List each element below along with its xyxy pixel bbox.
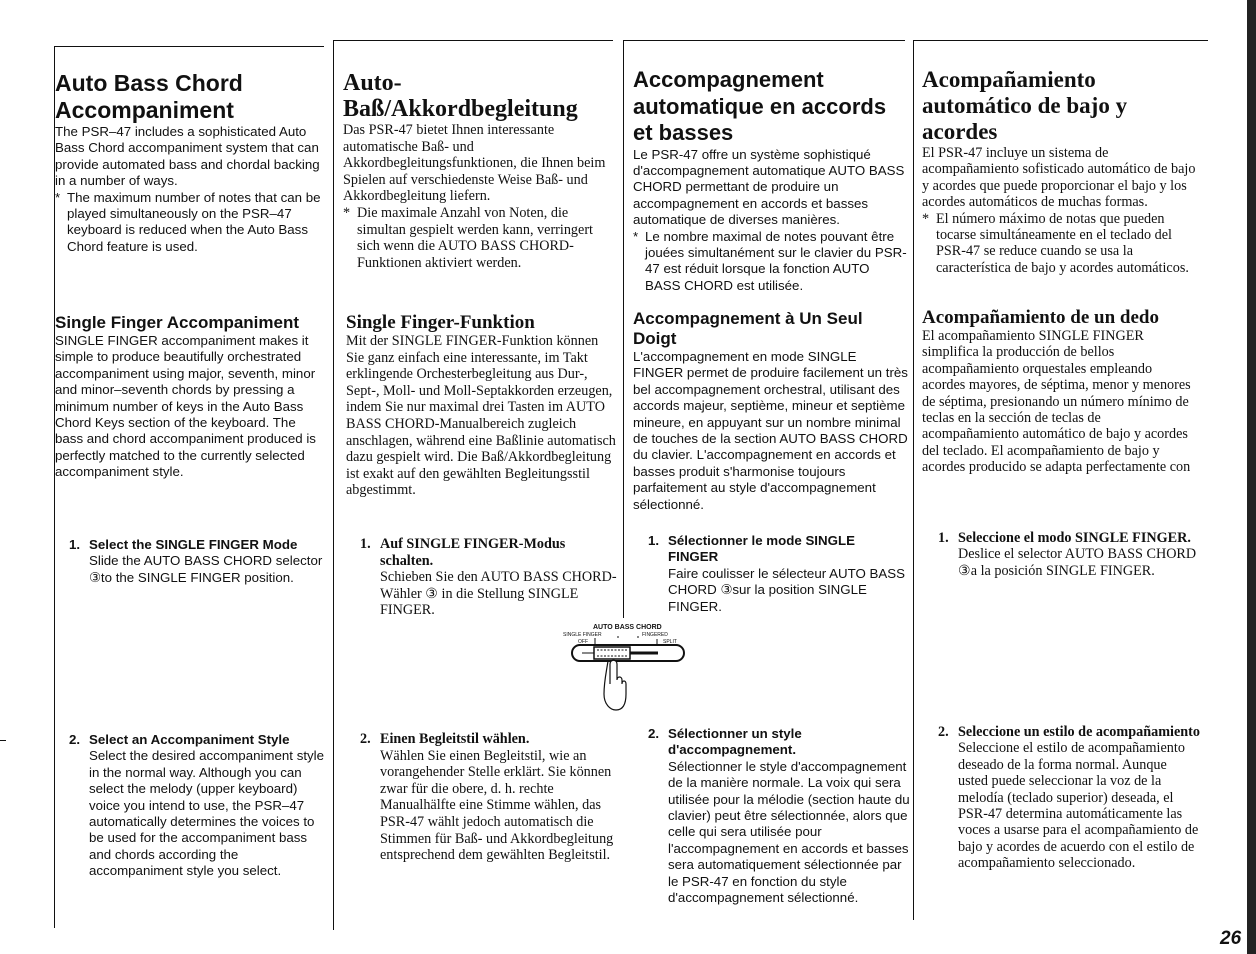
intro-text: The PSR–47 includes a sophisticated Auto Bass Chord accompaniment system that can provide automated bass and chordal backing in a number of ways. bbox=[55, 124, 320, 189]
section-body: L'accompagnement en mode SINGLE FINGER permet de produire facilement un très bel accompagnement orchestral, utilisant des accords majeur, septième, mineur et septième mineure, en appuyant sur un nombre minimal de touches de la section AUTO BASS CHORD du clavier. L'accompagnement en accords et basses produit s'harmonise toujours parfaitement au style d'accompagnement sélectionné. bbox=[633, 349, 908, 512]
step-body: Select the desired accompaniment style in the normal way. Although you can select the melody (upper keyboard) voice you intend to use, the PSR–47 automatically determines the voices to be used for the accompaniment bass and chords according the accompaniment style you select. bbox=[89, 748, 325, 879]
step-title: Einen Begleitstil wählen. bbox=[380, 731, 530, 747]
column-divider bbox=[913, 40, 914, 920]
label-split: SPLIT bbox=[663, 639, 677, 645]
step-1-spanish bbox=[938, 530, 1198, 579]
step-body: Slide the AUTO BASS CHORD selector ③to the SINGLE FINGER position. bbox=[89, 553, 323, 585]
page-title: Accompagnement automatique en accords et basses bbox=[633, 67, 887, 145]
note-item: * El número máximo de notas que pueden tocarse simultáneamente en el teclado del PSR-47 se reduce cuando se usa la característica de bajo y acordes automáticos. bbox=[922, 210, 1189, 276]
step-1-german bbox=[360, 536, 618, 619]
section-body: SINGLE FINGER accompaniment makes it simple to produce beautifully orchestrated accompaniment using major, seventh, minor and minor–seventh chords by pressing a minimum number of keys in the Auto Bass Chord Keys section of the keyboard. The bass and chord accompaniment produced is perfectly matched to the currently selected accompaniment style. bbox=[55, 333, 316, 480]
asterisk-icon: * bbox=[55, 189, 61, 205]
step-title: Auf SINGLE FINGER-Modus schalten. bbox=[380, 536, 566, 569]
section-french bbox=[633, 309, 909, 513]
column-divider bbox=[623, 40, 624, 618]
label-off: OFF bbox=[578, 639, 588, 645]
section-title: Accompagnement à Un Seul Doigt bbox=[633, 309, 863, 348]
step-2-spanish bbox=[938, 724, 1200, 872]
step-title: Select an Accompaniment Style bbox=[89, 732, 290, 747]
step-body: Wählen Sie einen Begleitstil, wie an vorangehender Stelle erklärt. Sie können zwar für die obere, d. h. rechte Manualhälfte eine Stimme wählen, das PSR-47 wählt jedoch automatisch die Stimmen für Baß- und Akkordbegleitung entsprechend dem gewählten Begleitstil. bbox=[380, 747, 614, 864]
step-2-german bbox=[360, 731, 622, 864]
figure-title: AUTO BASS CHORD bbox=[593, 624, 662, 631]
section-title: Single Finger Accompaniment bbox=[55, 313, 300, 332]
step-body: Sélectionner le style d'accompagnement de la manière normale. La voix qui sera utilisée pour la mélodie (section haute du clavier) peut être sélectionnée, alors que celle qui sera utilisée pour l'accompagnement en accords et basses sera automatiquement sélectionnée par le PSR-47 en fonction du style d'accompagnement sélectionné. bbox=[668, 758, 910, 906]
column-english bbox=[55, 70, 325, 255]
column-divider bbox=[333, 40, 334, 930]
note-item: * The maximum number of notes that can be played simultaneously on the PSR–47 keyboard is reduced when the Auto Bass Chord feature is used. bbox=[55, 189, 321, 254]
step-item: 2. Seleccione un estilo de acompañamiento Seleccione el estilo de acompañamiento deseado de la forma normal. Aunque usted puede seleccionar la voz de la melodía (teclado superior) deseada, el PSR-47 determina automáticamente las voces a usarse para el acompañamiento de bajo y acordes de acuerdo con el estilo de acompañamiento seleccionado. bbox=[938, 724, 1200, 872]
section-title: Single Finger-Funktion bbox=[346, 312, 535, 333]
asterisk-icon: * bbox=[922, 210, 930, 227]
step-item: 1. Select the SINGLE FINGER Mode Slide the AUTO BASS CHORD selector ③to the SINGLE FINGER position. bbox=[69, 537, 325, 586]
intro-text: El PSR-47 incluye un sistema de acompañamiento sofisticado automático de bajo y acordes que puede proporcionar el bajo y los acordes automáticos de muchas formas. bbox=[922, 145, 1196, 211]
section-body: Mit der SINGLE FINGER-Funktion können Sie ganz einfach eine interessante, im Takt erklingende Orchesterbegleitung aus Dur-, Sept-, Moll- und Moll-Septakkorden erzeugen, indem Sie nur maximal drei Tasten im AUTO BASS CHORD-Manualbereich zugleich anschlagen, während eine Baßlinie automatisch dazu gespielt wird. Die Baß/Akkordbegleitung ist exakt auf den gewählten Begleitungsstil abgestimmt. bbox=[346, 333, 616, 499]
label-fingered: FINGERED bbox=[642, 632, 668, 638]
top-rule bbox=[333, 40, 613, 41]
step-item: 1. Sélectionner le mode SINGLE FINGER Faire coulisser le sélecteur AUTO BASS CHORD ③sur la position SINGLE FINGER. bbox=[648, 533, 905, 614]
step-item: 2. Sélectionner un style d'accompagnement. Sélectionner le style d'accompagnement de la manière normale. La voix qui sera utilisée pour la mélodie (section haute du clavier) peut être sélectionnée, alors que celle qui sera utilisée pour l'accompagnement en accords et basses sera automatiquement sélectionnée par le PSR-47 en fonction du style d'accompagnement sélectionné. bbox=[648, 726, 910, 906]
top-rule bbox=[913, 40, 1208, 41]
step-title: Sélectionner le mode SINGLE FINGER bbox=[668, 533, 855, 565]
step-title: Seleccione un estilo de acompañamiento bbox=[958, 724, 1200, 740]
scan-edge bbox=[1247, 0, 1256, 954]
step-item: 2. Select an Accompaniment Style Select the desired accompaniment style in the normal way. Although you can select the melody (upper keyboard) voice you intend to use, the PSR–47 automatically determines the voices to be used for the accompaniment bass and chords according the accompaniment style you select. bbox=[69, 732, 331, 880]
slider-switch-icon bbox=[560, 624, 710, 724]
step-2-english bbox=[69, 732, 331, 880]
section-english bbox=[55, 313, 325, 481]
step-title: Sélectionner un style d'accompagnement. bbox=[668, 726, 802, 758]
step-1-english bbox=[69, 537, 325, 586]
asterisk-icon: * bbox=[633, 228, 639, 244]
section-body: El acompañamiento SINGLE FINGER simplifica la producción de bellos acompañamiento orquestales empleando acordes mayores, de séptima, menor y menores de séptima, presionando un número mínimo de teclas en la sección de teclas de acompañamiento automático de bajo y acordes del teclado. El acompañamiento de bajo y acordes producido se adapta perfectamente con bbox=[922, 328, 1191, 476]
step-2-french bbox=[648, 726, 910, 906]
page-title: Auto Bass Chord Accompaniment bbox=[55, 70, 243, 123]
page-title: Auto-Baß/Akkordbegleitung bbox=[343, 70, 578, 122]
label-single-finger: SINGLE FINGER bbox=[563, 632, 602, 638]
selector-figure bbox=[560, 624, 710, 724]
step-item: 1. Seleccione el modo SINGLE FINGER. Deslice el selector AUTO BASS CHORD ③a la posición SINGLE FINGER. bbox=[938, 530, 1197, 579]
step-title: Seleccione el modo SINGLE FINGER. bbox=[958, 530, 1191, 546]
column-spanish bbox=[922, 67, 1196, 276]
asterisk-icon: * bbox=[343, 204, 351, 221]
step-body: Deslice el selector AUTO BASS CHORD ③a la posición SINGLE FINGER. bbox=[958, 546, 1197, 579]
step-body: Faire coulisser le sélecteur AUTO BASS CHORD ③sur la position SINGLE FINGER. bbox=[668, 565, 905, 614]
column-french bbox=[633, 67, 907, 294]
page-number: 26 bbox=[1220, 928, 1242, 949]
note-item: * Le nombre maximal de notes pouvant être jouées simultanément sur le clavier du PSR-47 est réduit lorsque la fonction AUTO BASS CHORD est utilisée. bbox=[633, 228, 907, 293]
step-item: 2. Einen Begleitstil wählen. Wählen Sie einen Begleitstil, wie an vorangehender Stelle erklärt. Sie können zwar für die obere, d. h. rechte Manualhälfte eine Stimme wählen, das PSR-47 wählt jedoch automatisch die Stimmen für Baß- und Akkordbegleitung entsprechend dem gewählten Begleitstil. bbox=[360, 731, 622, 864]
step-item: 1. Auf SINGLE FINGER-Modus schalten. Schieben Sie den AUTO BASS CHORD-Wähler ③ in die Stellung SINGLE FINGER. bbox=[360, 536, 617, 619]
intro-text: Das PSR-47 bietet Ihnen interessante automatische Baß- und Akkordbegleitungsfunktionen, die Ihnen beim Spielen auf verschiedenste Weise Baß- und Akkordbegleitung liefern. bbox=[343, 122, 606, 205]
top-rule bbox=[623, 40, 905, 41]
section-german bbox=[346, 312, 618, 499]
section-title: Acompañamiento de un dedo bbox=[922, 307, 1159, 328]
step-body: Schieben Sie den AUTO BASS CHORD-Wähler ③ in die Stellung SINGLE FINGER. bbox=[380, 569, 617, 619]
step-1-french bbox=[648, 533, 906, 615]
scan-mark bbox=[0, 740, 6, 741]
page-title: Acompañamiento automático de bajo y acordes bbox=[922, 67, 1128, 144]
column-german bbox=[343, 70, 617, 271]
intro-text: Le PSR-47 offre un système sophistiqué d'accompagnement automatique AUTO BASS CHORD permettant de produire un accompagnement en accords et basses automatique de diverses manières. bbox=[633, 146, 905, 228]
step-title: Select the SINGLE FINGER Mode bbox=[89, 537, 298, 552]
note-item: * Die maximale Anzahl von Noten, die simultan gespielt werden kann, verringert sich wenn die AUTO BASS CHORD-Funktionen aktiviert werden. bbox=[343, 204, 593, 271]
section-spanish bbox=[922, 307, 1198, 476]
top-rule bbox=[54, 46, 324, 47]
step-body: Seleccione el estilo de acompañamiento deseado de la forma normal. Aunque usted puede seleccionar la voz de la melodía (teclado superior) deseada, el PSR-47 determina automáticamente las voces a usarse para el acompañamiento de bajo y acordes de acuerdo con el estilo de acompañamiento seleccionado. bbox=[958, 740, 1199, 872]
